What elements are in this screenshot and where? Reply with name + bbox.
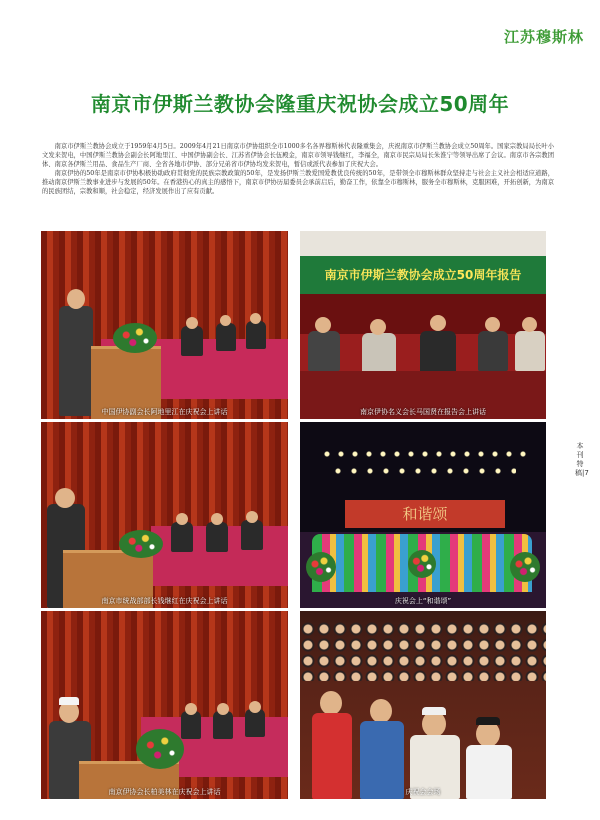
stage-sign: 和谐颂: [402, 505, 448, 523]
photo-caption: 南京伊协名义会长马国贤在报告会上讲话: [360, 408, 486, 416]
photo-speech-2: [41, 422, 288, 608]
article-paragraph: 南京市伊斯兰教协会成立于1959年4月5日。2009年4月21日南京市伊协组织全市1000多名各界穆斯林代表隆重集会，庆祝南京市伊斯兰教协会成立50周年。国家宗教局局长叶小文发来贺电，中国伊斯兰教协会副会长阿地里江、中国伊协副会长、江苏省伊协会长伍殿金，南京市领导钱继红，李福全，南京市民宗局局长朱淮宁等领导出席了会议。南京市各宗教团体、南京各伊斯兰用品、食品生产厂商、全省各地市伊协、部分兄弟省市伊协均发来贺电，暂信或派代表参加了庆祝大会。: [42, 143, 554, 168]
photo-caption: 庆祝会会场: [405, 788, 441, 796]
photo-speech-1: [41, 231, 288, 419]
article-paragraph: 南京伊协的50年是南京市伊协积极协助政府贯彻党的民族宗教政策的50年，是发扬伊斯兰教爱国爱教优良传统的50年，是带领全市穆斯林群众坚持走与社会主义社会相适应道路，推动南京伊斯兰教事业进步与发展的50年。在香港热心的真主的感悟下，南京市伊协历届委员会承前启后，勤奋工作，依靠全市穆斯林，服务全市穆斯林，克服困难，开拓创新，为南京的民族团结，宗教和顺，社会稳定，经济发展作出了应有贡献。: [42, 170, 554, 195]
section-page-label: 本刊特稿|7: [575, 442, 589, 477]
article-body: [42, 142, 554, 196]
photo-audience: [300, 611, 546, 799]
photo-caption: 南京伊协会长柏美林在庆祝会上讲话: [108, 788, 221, 796]
photo-report-meeting: [300, 231, 546, 419]
photo-caption: 庆祝会上“和谐颂”: [394, 597, 452, 605]
banner-text: 南京市伊斯兰教协会成立50周年报告: [300, 256, 546, 294]
photo-speech-3: [41, 611, 288, 799]
photo-caption: 中国伊协副会长阿地里江在庆祝会上讲话: [101, 408, 228, 416]
photo-performance: [300, 422, 546, 608]
photo-caption: 南京市统战部部长钱继红在庆祝会上讲话: [101, 597, 228, 605]
article-title: 南京市伊斯兰教协会隆重庆祝协会成立50周年: [90, 92, 510, 116]
masthead: 江苏穆斯林: [503, 28, 584, 46]
